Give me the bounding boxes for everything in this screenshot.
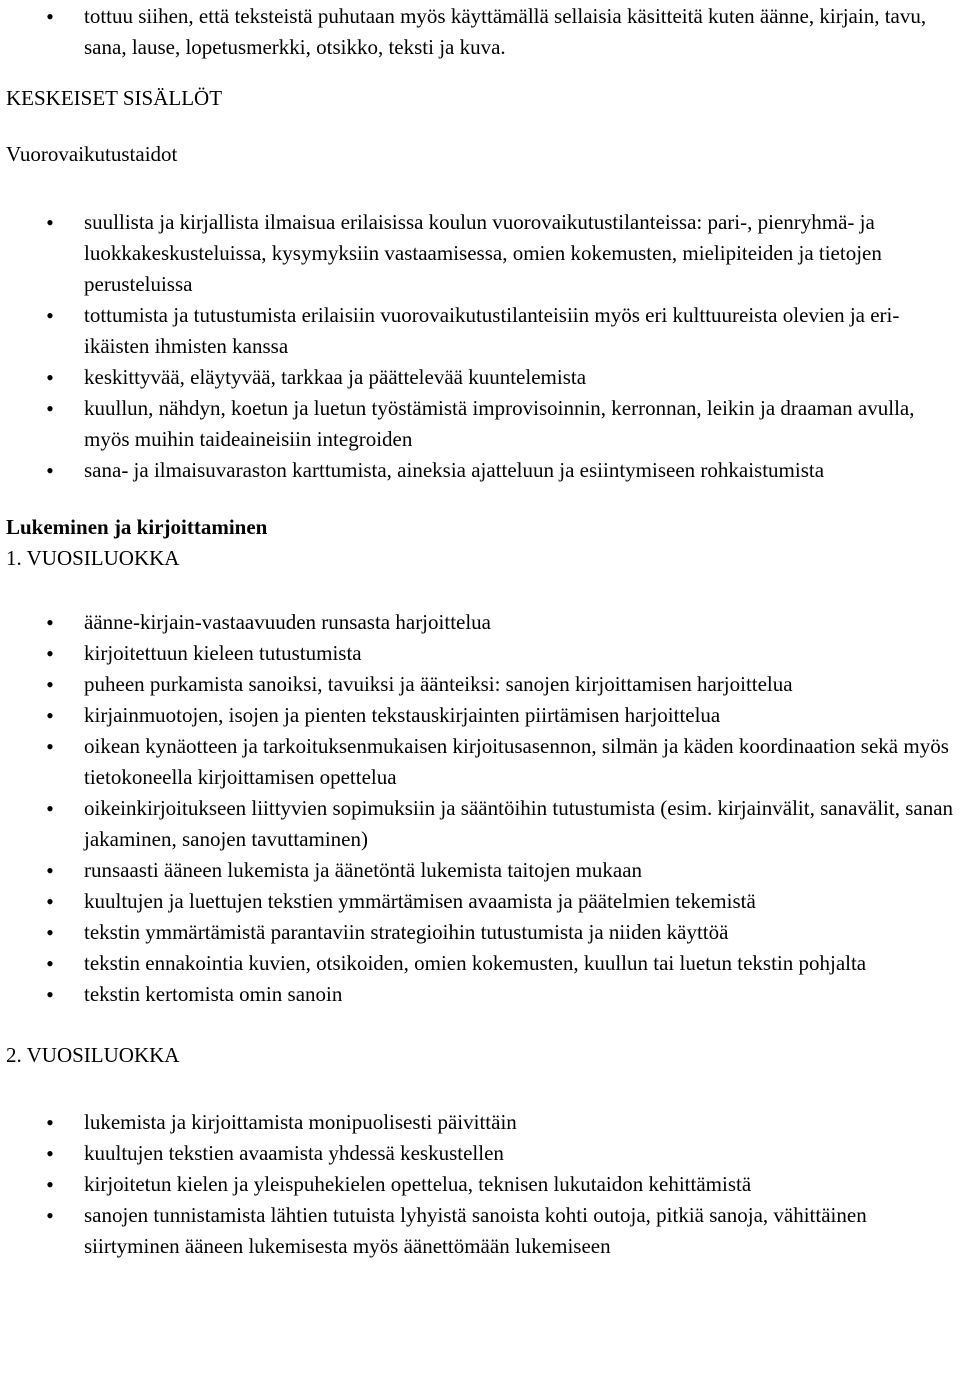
bullet-icon [40,1169,60,1201]
list-item [0,1,960,63]
list-item-text: sana- ja ilmaisuvaraston karttumista, aineksia ajatteluun ja esiintymiseen rohkaistumista [84,458,825,482]
intro-list [0,1,960,63]
list-item [0,855,960,886]
bullet-icon [40,393,60,425]
list-item [0,669,960,700]
list-item [0,886,960,917]
bullet-icon [40,669,60,701]
list-item-text: tottumista ja tutustumista erilaisiin vuorovaikutustilanteisiin myös eri kulttuureista olevien ja eri-ikäisten ihmisten kanssa [84,303,900,358]
list-item-text: tottuu siihen, että teksteistä puhutaan myös käyttämällä sellaisia käsitteitä kuten äänne, kirjain, tavu, sana, lause, lopetusmerkki, otsikko, teksti ja kuva. [84,4,927,59]
list-item [0,455,960,486]
list-item-text: sanojen tunnistamista lähtien tutuista lyhyistä sanoista kohti outoja, pitkiä sanoja, vähittäinen siirtyminen ääneen lukemisesta myös äänettömään lukemiseen [84,1203,867,1258]
bullet-icon [40,1138,60,1170]
list-item-text: tekstin ymmärtämistä parantaviin strategioihin tutustumista ja niiden käyttöä [84,920,729,944]
bullet-icon [40,362,60,394]
bullet-icon [40,917,60,949]
bullet-icon [40,300,60,332]
list-item [0,917,960,948]
list-item [0,979,960,1010]
list-item [0,731,960,793]
list-item [0,607,960,638]
list-item-text: puheen purkamista sanoiksi, tavuiksi ja äänteiksi: sanojen kirjoittamisen harjoittelua [84,672,793,696]
bullet-icon [40,207,60,239]
subheading-vuosiluokka-2: 2. VUOSILUOKKA [6,1043,180,1067]
bullet-icon [40,948,60,980]
list-item [0,1107,960,1138]
subheading-vuosiluokka-1: 1. VUOSILUOKKA [6,546,180,570]
list-item [0,207,960,300]
list-item-text: tekstin kertomista omin sanoin [84,982,343,1006]
list-item [0,1138,960,1169]
bullet-icon [40,793,60,825]
list-item [0,393,960,455]
list-item [0,638,960,669]
list-item-text: runsaasti ääneen lukemista ja äänetöntä lukemista taitojen mukaan [84,858,643,882]
vuosiluokka-1-list [0,607,960,1010]
list-item [0,362,960,393]
bullet-icon [40,638,60,670]
list-item-text: äänne-kirjain-vastaavuuden runsasta harjoittelua [84,610,491,634]
bullet-icon [40,455,60,487]
vuosiluokka-2-list [0,1107,960,1262]
bullet-icon [40,1200,60,1232]
section-heading-vuorovaikutus: Vuorovaikutustaidot [6,142,178,166]
list-item [0,1200,960,1262]
bullet-icon [40,1107,60,1139]
list-item [0,948,960,979]
bullet-icon [40,731,60,763]
list-item-text: kirjoitetun kielen ja yleispuhekielen opettelua, teknisen lukutaidon kehittämistä [84,1172,752,1196]
section-heading-keskeiset: KESKEISET SISÄLLÖT [6,86,223,110]
bullet-icon [40,855,60,887]
list-item-text: kirjainmuotojen, isojen ja pienten tekstauskirjainten piirtämisen harjoittelua [84,703,721,727]
list-item-text: tekstin ennakointia kuvien, otsikoiden, omien kokemusten, kuullun tai luetun tekstin pohjalta [84,951,867,975]
list-item-text: oikean kynäotteen ja tarkoituksenmukaisen kirjoitusasennon, silmän ja käden koordinaation sekä myös tietokoneella kirjoittamisen opettelua [84,734,949,789]
list-item [0,700,960,731]
list-item-text: lukemista ja kirjoittamista monipuolisesti päivittäin [84,1110,517,1134]
section-heading-lukeminen: Lukeminen ja kirjoittaminen [6,515,268,539]
list-item-text: suullista ja kirjallista ilmaisua erilaisissa koulun vuorovaikutustilanteissa: pari-, pienryhmä- ja luokkakeskusteluissa, kysymyksiin vastaamisessa, omien kokemusten, mielipiteiden ja tietojen perusteluissa [84,210,882,296]
bullet-icon [40,700,60,732]
list-item [0,300,960,362]
bullet-icon [40,1,60,33]
bullet-icon [40,886,60,918]
list-item-text: kuultujen tekstien avaamista yhdessä keskustellen [84,1141,504,1165]
list-item-text: oikeinkirjoitukseen liittyvien sopimuksiin ja sääntöihin tutustumista (esim. kirjainvälit, sanavälit, sanan jakaminen, sanojen tavuttaminen) [84,796,954,851]
list-item [0,1169,960,1200]
bullet-icon [40,979,60,1011]
list-item [0,793,960,855]
list-item-text: kuullun, nähdyn, koetun ja luetun työstämistä improvisoinnin, kerronnan, leikin ja draaman avulla, myös muihin taideaineisiin integroiden [84,396,915,451]
list-item-text: kirjoitettuun kieleen tutustumista [84,641,362,665]
vuorovaikutus-list [0,207,960,486]
bullet-icon [40,607,60,639]
list-item-text: kuultujen ja luettujen tekstien ymmärtämisen avaamista ja päätelmien tekemistä [84,889,756,913]
list-item-text: keskittyvää, eläytyvää, tarkkaa ja päättelevää kuuntelemista [84,365,587,389]
